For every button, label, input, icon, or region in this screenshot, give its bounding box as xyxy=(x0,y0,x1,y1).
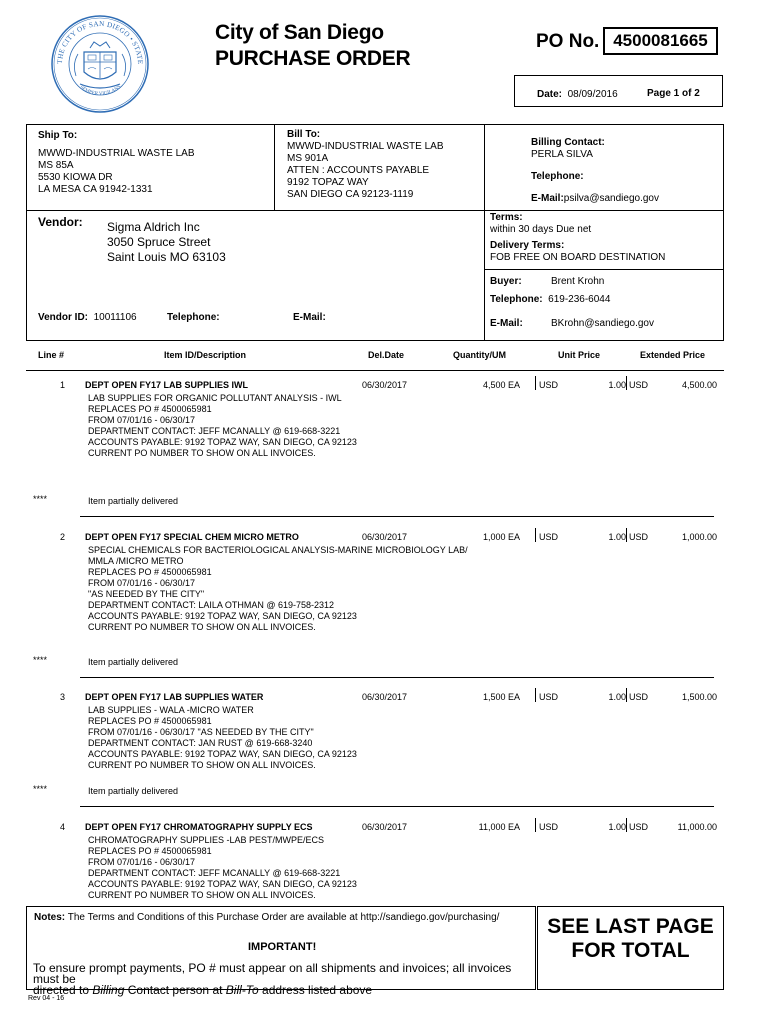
item-desc-line: REPLACES PO # 4500065981 xyxy=(88,716,212,726)
col-header-extended-price: Extended Price xyxy=(640,350,706,360)
item-desc-line: CURRENT PO NUMBER TO SHOW ON ALL INVOICES. xyxy=(88,448,316,458)
item-desc-line: FROM 07/01/16 - 06/30/17 "AS NEEDED BY THE CITY" xyxy=(88,727,314,737)
item-currency: USD xyxy=(539,532,559,542)
title-purchase-order: PURCHASE ORDER xyxy=(215,47,411,70)
po-number: 4500081665 xyxy=(603,27,718,55)
vendor-line: Sigma Aldrich Inc xyxy=(107,220,200,234)
item-desc-line: MMLA /MICRO METRO xyxy=(88,556,184,566)
item-desc-line: FROM 07/01/16 - 06/30/17 xyxy=(88,857,196,867)
vendor-line: Saint Louis MO 63103 xyxy=(107,250,226,264)
vendor-line: 3050 Spruce Street xyxy=(107,235,211,249)
svg-text:SEMPER VIGILANS xyxy=(79,85,123,97)
item-desc-line: CHROMATOGRAPHY SUPPLIES -LAB PEST/MWPE/ECS xyxy=(88,835,325,845)
item-desc-line: CURRENT PO NUMBER TO SHOW ON ALL INVOICES. xyxy=(88,622,316,632)
item-unit-price: 1.00 xyxy=(608,532,626,542)
item-title: DEPT OPEN FY17 LAB SUPPLIES IWL xyxy=(85,380,249,390)
instruction-part: Billing xyxy=(92,983,125,997)
vendor-id-label: Vendor ID: xyxy=(38,312,89,323)
notes-text: The Terms and Conditions of this Purchase Order are available at http://sandiego.gov/purchasing/ xyxy=(67,912,500,923)
revision-label: Rev 04 - 16 xyxy=(28,995,65,1002)
buyer-label: Buyer: xyxy=(490,276,522,287)
item-desc-line: ACCOUNTS PAYABLE: 9192 TOPAZ WAY, SAN DIEGO, CA 92123 xyxy=(88,611,357,621)
buyer-name: Brent Krohn xyxy=(551,276,605,287)
item-desc-line: ACCOUNTS PAYABLE: 9192 TOPAZ WAY, SAN DIEGO, CA 92123 xyxy=(88,879,357,889)
item-desc-line: DEPARTMENT CONTACT: LAILA OTHMAN @ 619-758-2312 xyxy=(88,600,335,610)
item-note-mark: **** xyxy=(33,494,48,504)
bill-to-line: MS 901A xyxy=(287,153,329,164)
item-unit-price: 1.00 xyxy=(608,380,626,390)
item-extended-price: 4,500.00 xyxy=(681,380,717,390)
item-del-date: 06/30/2017 xyxy=(362,380,408,390)
title-city: City of San Diego xyxy=(215,21,384,44)
bill-to-line: 9192 TOPAZ WAY xyxy=(287,177,369,188)
item-desc-line: LAB SUPPLIES - WALA -MICRO WATER xyxy=(88,705,254,715)
vendor-address xyxy=(107,220,226,265)
date-label: Date: xyxy=(537,89,563,100)
instruction-part: address listed above xyxy=(258,983,373,997)
item-del-date: 06/30/2017 xyxy=(362,532,408,542)
item-unit-price: 1.00 xyxy=(608,692,626,702)
item-note-mark: **** xyxy=(33,655,48,665)
terms-value: within 30 days Due net xyxy=(490,224,592,235)
seal-text-bottom: SEMPER VIGILANS xyxy=(78,84,123,97)
vendor-id xyxy=(38,312,137,324)
ship-to-line: 5530 KIOWA DR xyxy=(38,172,113,183)
bill-to-line: SAN DIEGO CA 92123-1119 xyxy=(287,189,414,200)
item-quantity: 4,500 EA xyxy=(482,380,520,390)
item-title: DEPT OPEN FY17 SPECIAL CHEM MICRO METRO xyxy=(85,532,299,542)
seal-text-top: THE CITY OF SAN DIEGO • STATE xyxy=(55,19,145,65)
item-extended-price: 1,000.00 xyxy=(681,532,717,542)
bill-to-line: MWWD-INDUSTRIAL WASTE LAB xyxy=(287,141,444,152)
item-note: Item partially delivered xyxy=(88,657,179,667)
instruction-part: directed to xyxy=(33,983,93,997)
item-description xyxy=(88,705,357,771)
item-desc-line: CURRENT PO NUMBER TO SHOW ON ALL INVOICES. xyxy=(88,760,316,770)
terms xyxy=(490,212,665,264)
po-label: PO No. xyxy=(536,31,600,52)
item-desc-line: FROM 07/01/16 - 06/30/17 xyxy=(88,578,196,588)
buyer-telephone-label: Telephone: xyxy=(490,294,543,305)
ship-to-line: LA MESA CA 91942-1331 xyxy=(38,184,153,195)
billing-email-label: E-Mail: xyxy=(531,193,564,204)
billing-contact-label: Billing Contact: xyxy=(531,137,605,148)
item-del-date: 06/30/2017 xyxy=(362,692,408,702)
item-extended-price: 1,500.00 xyxy=(681,692,717,702)
col-header-unit-price: Unit Price xyxy=(558,350,601,360)
item-note-mark: **** xyxy=(33,784,48,794)
item-desc-line: LAB SUPPLIES FOR ORGANIC POLLUTANT ANALYSIS - IWL xyxy=(88,393,342,403)
item-desc-line: DEPARTMENT CONTACT: JEFF MCANALLY @ 619-668-3221 xyxy=(88,426,341,436)
item-desc-line: FROM 07/01/16 - 06/30/17 xyxy=(88,415,196,425)
item-quantity: 1,500 EA xyxy=(482,692,520,702)
item-currency: USD xyxy=(539,822,559,832)
billing-email: psilva@sandiego.gov xyxy=(563,193,659,204)
item-currency: USD xyxy=(629,380,649,390)
notes-label: Notes: xyxy=(34,912,66,923)
see-last-page-line1: SEE LAST PAGE xyxy=(547,915,714,938)
item-currency: USD xyxy=(539,692,559,702)
item-currency: USD xyxy=(629,532,649,542)
payment-instructions xyxy=(33,963,535,996)
item-desc-line: DEPARTMENT CONTACT: JAN RUST @ 619-668-3240 xyxy=(88,738,313,748)
item-extended-price: 11,000.00 xyxy=(677,822,717,832)
delivery-terms-value: FOB FREE ON BOARD DESTINATION xyxy=(490,252,666,263)
ship-to-line: MS 85A xyxy=(38,160,74,171)
instruction-part: Bill-To xyxy=(225,983,259,997)
item-desc-line: REPLACES PO # 4500065981 xyxy=(88,846,212,856)
bill-to xyxy=(287,129,443,201)
instruction-part: Contact person at xyxy=(124,983,226,997)
instruction-line: To ensure prompt payments, PO # must appear on all shipments and invoices; all invoices must be xyxy=(33,961,512,986)
notes xyxy=(34,912,499,923)
vendor-label: Vendor: xyxy=(38,215,83,229)
ship-to-line: MWWD-INDUSTRIAL WASTE LAB xyxy=(38,148,195,159)
item-quantity: 1,000 EA xyxy=(482,532,520,542)
col-header-line: Line # xyxy=(38,350,65,360)
buyer-telephone-value: 619-236-6044 xyxy=(548,294,611,305)
item-line-number: 1 xyxy=(60,380,66,390)
item-note: Item partially delivered xyxy=(88,496,179,506)
item-description xyxy=(88,393,357,459)
item-description xyxy=(88,835,357,901)
billing-telephone-label: Telephone: xyxy=(531,171,584,182)
vendor-email-label: E-Mail: xyxy=(293,312,326,323)
date-value: 08/09/2016 xyxy=(567,89,618,100)
terms-label: Terms: xyxy=(490,212,523,223)
vendor-id-value: 10011106 xyxy=(93,312,137,323)
delivery-terms-label: Delivery Terms: xyxy=(490,240,565,251)
item-desc-line: REPLACES PO # 4500065981 xyxy=(88,404,212,414)
document-title xyxy=(215,20,410,72)
item-desc-line: DEPARTMENT CONTACT: JEFF MCANALLY @ 619-668-3221 xyxy=(88,868,341,878)
col-header-del-date: Del.Date xyxy=(368,350,405,360)
total-notice-box xyxy=(537,906,724,990)
instruction-line xyxy=(33,985,535,996)
item-currency: USD xyxy=(539,380,559,390)
item-unit-price: 1.00 xyxy=(608,822,626,832)
billing-contact xyxy=(531,137,659,205)
item-title: DEPT OPEN FY17 CHROMATOGRAPHY SUPPLY ECS xyxy=(85,822,313,832)
buyer-email-label: E-Mail: xyxy=(490,318,523,329)
item-currency: USD xyxy=(629,822,649,832)
bill-to-label: Bill To: xyxy=(287,129,321,140)
vendor-telephone-label: Telephone: xyxy=(167,312,220,323)
date-box xyxy=(514,75,723,107)
item-line-number: 3 xyxy=(60,692,66,702)
ship-to xyxy=(38,130,194,196)
city-seal xyxy=(50,14,150,114)
item-desc-line: "AS NEEDED BY THE CITY" xyxy=(88,589,205,599)
buyer-email: BKrohn@sandiego.gov xyxy=(551,318,654,329)
item-title: DEPT OPEN FY17 LAB SUPPLIES WATER xyxy=(85,692,264,702)
item-description xyxy=(88,545,468,633)
item-desc-line: ACCOUNTS PAYABLE: 9192 TOPAZ WAY, SAN DIEGO, CA 92123 xyxy=(88,437,357,447)
page-indicator: Page 1 of 2 xyxy=(647,88,700,99)
col-header-description: Item ID/Description xyxy=(164,350,247,360)
item-quantity: 11,000 EA xyxy=(478,822,520,832)
item-note: Item partially delivered xyxy=(88,786,179,796)
ship-to-label: Ship To: xyxy=(38,130,78,141)
important-label: IMPORTANT! xyxy=(248,941,317,953)
item-line-number: 4 xyxy=(60,822,66,832)
col-header-quantity: Quantity/UM xyxy=(453,350,506,360)
item-currency: USD xyxy=(629,692,649,702)
billing-contact-name: PERLA SILVA xyxy=(531,149,593,160)
item-del-date: 06/30/2017 xyxy=(362,822,408,832)
item-desc-line: CURRENT PO NUMBER TO SHOW ON ALL INVOICES. xyxy=(88,890,316,900)
see-last-page-line2: FOR TOTAL xyxy=(571,939,690,962)
item-desc-line: REPLACES PO # 4500065981 xyxy=(88,567,212,577)
item-desc-line: SPECIAL CHEMICALS FOR BACTERIOLOGICAL ANALYSIS-MARINE MICROBIOLOGY LAB/ xyxy=(88,545,468,555)
item-line-number: 2 xyxy=(60,532,66,542)
item-desc-line: ACCOUNTS PAYABLE: 9192 TOPAZ WAY, SAN DIEGO, CA 92123 xyxy=(88,749,357,759)
buyer-telephone xyxy=(490,294,610,306)
bill-to-line: ATTEN : ACCOUNTS PAYABLE xyxy=(287,165,430,176)
